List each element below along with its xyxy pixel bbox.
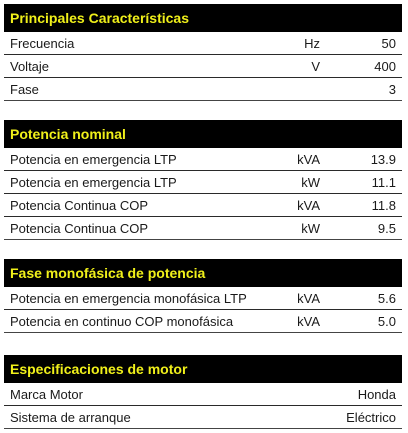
spec-row-single-cop xyxy=(4,310,402,333)
row-label: Fase xyxy=(10,82,39,97)
row-value: 11.1 xyxy=(371,175,396,190)
row-label: Marca Motor xyxy=(10,387,83,402)
spec-row-frequency xyxy=(4,32,402,55)
row-label: Potencia en emergencia LTP xyxy=(10,152,177,167)
spec-row-cop-kva xyxy=(4,194,402,217)
spec-row-ltp-kw xyxy=(4,171,402,194)
row-label: Sistema de arranque xyxy=(10,410,131,425)
row-unit: Hz xyxy=(304,36,320,51)
spec-row-ltp-kva xyxy=(4,148,402,171)
section-main-characteristics xyxy=(4,4,402,101)
row-unit: kW xyxy=(301,175,320,190)
spec-row-voltage xyxy=(4,55,402,78)
section-header: Principales Características xyxy=(4,4,402,32)
row-value: 9.5 xyxy=(377,221,396,236)
row-unit: V xyxy=(311,59,320,74)
spec-row-start-system xyxy=(4,406,402,429)
row-unit: kVA xyxy=(297,152,320,167)
row-value: Honda xyxy=(357,387,396,402)
row-value: 50 xyxy=(381,36,396,51)
section-engine-specs xyxy=(4,355,402,429)
row-label: Voltaje xyxy=(10,59,50,74)
section-header: Fase monofásica de potencia xyxy=(4,259,402,287)
row-value: 3 xyxy=(388,82,396,97)
row-label: Frecuencia xyxy=(10,36,75,51)
spec-row-single-ltp xyxy=(4,287,402,310)
section-single-phase-power xyxy=(4,259,402,333)
row-value: 400 xyxy=(374,59,396,74)
row-value: Eléctrico xyxy=(346,410,396,425)
row-value: 5.0 xyxy=(377,314,396,329)
row-unit: kVA xyxy=(297,291,320,306)
spec-row-cop-kw xyxy=(4,217,402,240)
spec-row-phase xyxy=(4,78,402,101)
section-header: Potencia nominal xyxy=(4,120,402,148)
row-value: 5.6 xyxy=(377,291,396,306)
row-unit: kVA xyxy=(297,314,320,329)
row-unit: kVA xyxy=(297,198,320,213)
row-label: Potencia en emergencia LTP xyxy=(10,175,177,190)
row-label: Potencia en continuo COP monofásica xyxy=(10,314,234,329)
section-nominal-power xyxy=(4,120,402,240)
row-label: Potencia Continua COP xyxy=(10,221,149,236)
spec-row-engine-brand xyxy=(4,383,402,406)
row-value: 13.9 xyxy=(370,152,396,167)
row-label: Potencia Continua COP xyxy=(10,198,149,213)
row-value: 11.8 xyxy=(371,198,396,213)
row-label: Potencia en emergencia monofásica LTP xyxy=(10,291,247,306)
section-header: Especificaciones de motor xyxy=(4,355,402,383)
row-unit: kW xyxy=(301,221,320,236)
